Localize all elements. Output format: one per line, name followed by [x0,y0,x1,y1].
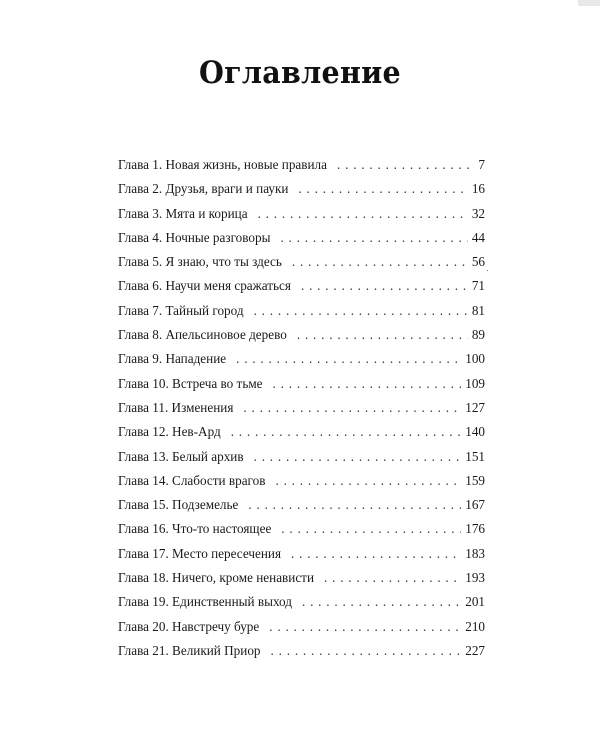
toc-entry-title: Глава 4. Ночные разговоры [118,229,271,245]
toc-entry [118,202,485,226]
toc-dot-leader [231,420,462,444]
toc-entry [118,396,485,420]
toc-entry-title: Глава 21. Великий Приор [118,642,261,658]
toc-entry-title: Глава 6. Научи меня сражаться [118,278,291,294]
toc-entry-page-number: 56 [471,254,485,270]
toc-entry-page-number: 44 [471,229,485,245]
toc-dot-leader [302,590,461,614]
toc-dot-leader [337,153,474,177]
toc-entry-title: Глава 1. Новая жизнь, новые правила [118,157,327,172]
toc-dot-leader [254,299,468,323]
toc-entry-page-number: 167 [465,497,485,513]
toc-entry-title: Глава 19. Единственный выход [118,594,292,610]
toc-entry-page-number: 193 [465,570,485,586]
toc-entry [118,469,485,493]
toc-entry [118,299,485,323]
toc-entry [118,445,485,469]
toc-entry [118,177,485,201]
toc-dot-leader [291,542,461,566]
toc-entry-page-number: 151 [465,448,485,464]
toc-dot-leader [271,639,462,663]
toc-entry-title: Глава 12. Нев-Ард [118,424,221,440]
toc-entry [118,323,485,347]
toc-entry-page-number: 71 [471,278,485,294]
toc-entry-page-number: 7 [478,157,485,172]
toc-entry [118,347,485,371]
toc-dot-leader [243,396,461,420]
toc-entry-title: Глава 14. Слабости врагов [118,472,266,488]
toc-entry-page-number: 159 [465,472,485,488]
toc-dot-leader [275,469,461,493]
toc-entry-title: Глава 11. Изменения [118,399,234,415]
toc-entry-title: Глава 15. Подземелье [118,497,239,513]
toc-entry [118,420,485,444]
toc-entry-title: Глава 3. Мята и корица [118,205,248,221]
toc-entry-page-number: 16 [471,181,485,197]
toc-entry [118,566,485,590]
toc-entry-title: Глава 7. Тайный город [118,302,244,318]
toc-dot-leader [298,177,467,201]
toc-dot-leader [301,274,468,298]
toc-entry-title: Глава 8. Апельсиновое дерево [118,327,287,343]
toc-entry [118,639,485,663]
toc-entry-page-number: 127 [465,399,485,415]
toc-dot-leader [254,445,462,469]
scan-corner-mark [578,0,600,6]
toc-entry-page-number: 227 [465,642,485,658]
toc-dot-leader [292,250,468,274]
toc-entry [118,590,485,614]
toc-dot-leader [248,493,461,517]
toc-dot-leader [297,323,468,347]
toc-entry [118,250,485,274]
toc-dot-leader [269,615,461,639]
toc-entry [118,153,485,177]
toc-entry-page-number: 176 [465,521,485,537]
scan-speck [487,270,488,271]
toc-entry-title: Глава 20. Навстречу буре [118,618,260,634]
toc-dot-leader [258,202,468,226]
toc-entry-page-number: 201 [465,594,485,610]
toc-entry [118,517,485,541]
toc-entry [118,274,485,298]
toc-entry-title: Глава 10. Встреча во тьме [118,375,263,391]
toc-entry-title: Глава 17. Место пересечения [118,545,282,561]
toc-entry [118,542,485,566]
toc-entry-page-number: 100 [465,351,485,367]
toc-entry-page-number: 32 [471,205,485,221]
toc-dot-leader [324,566,461,590]
toc-entry-title: Глава 13. Белый архив [118,448,244,464]
toc-entry-title: Глава 2. Друзья, враги и пауки [118,181,289,197]
toc-entry-page-number: 89 [471,327,485,343]
toc-entry-page-number: 183 [465,545,485,561]
toc-entry-page-number: 109 [465,375,485,391]
toc-dot-leader [273,372,462,396]
toc-entry-page-number: 210 [465,618,485,634]
toc-entry-title: Глава 9. Нападение [118,351,227,367]
toc-entry-title: Глава 5. Я знаю, что ты здесь [118,254,282,270]
toc-entry-page-number: 81 [471,302,485,318]
toc-entry [118,615,485,639]
toc-entry [118,226,485,250]
table-of-contents [118,153,485,663]
toc-dot-leader [236,347,461,371]
toc-entry [118,493,485,517]
toc-entry-title: Глава 18. Ничего, кроме ненависти [118,570,315,586]
toc-entry [118,372,485,396]
toc-entry-page-number: 140 [465,424,485,440]
toc-entry-title: Глава 16. Что-то настоящее [118,521,272,537]
page-title: Оглавление [199,54,401,91]
toc-dot-leader [281,517,461,541]
toc-dot-leader [280,226,467,250]
